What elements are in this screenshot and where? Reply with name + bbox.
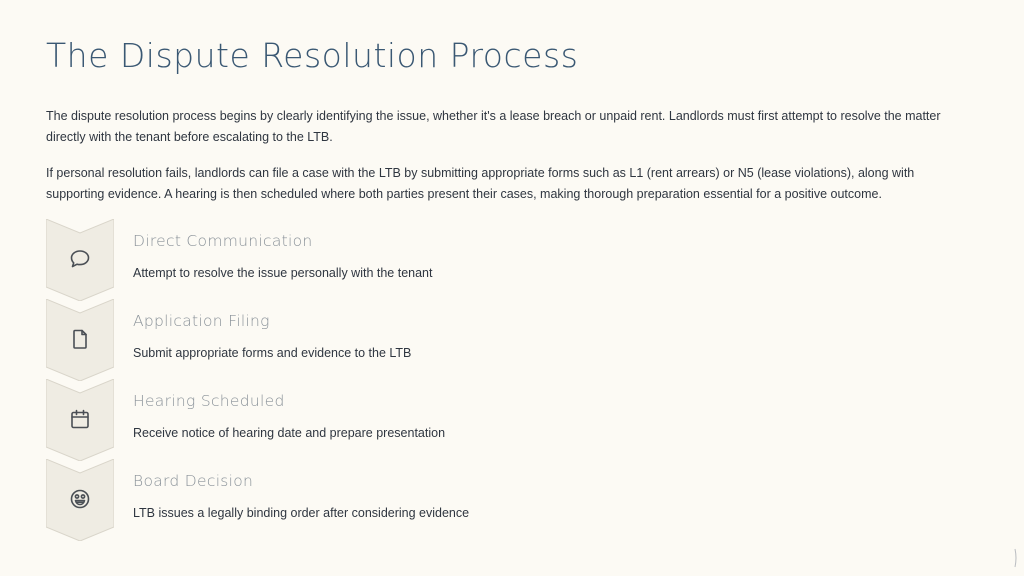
calendar-icon [68,407,92,431]
step-description: Receive notice of hearing date and prepare presentation [133,426,446,440]
step-title: Board Decision [133,472,254,490]
document-icon [68,327,92,351]
step-title: Hearing Scheduled [133,392,285,410]
step-direct-communication [46,219,946,299]
step-title: Direct Communication [133,232,313,250]
step-hearing-scheduled [46,379,946,459]
detail-paragraph: If personal resolution fails, landlords can file a case with the LTB by submitting appropriate forms such as L1 (rent arrears) or N5 (lease violations), along with supporting evidence. A hearing is then scheduled where both parties present their cases, making thorough preparation essential for a positive outcome. [46,166,915,201]
step-board-decision [46,459,946,539]
gavel-face-icon [68,487,92,511]
scroll-edge-mark [1014,548,1018,568]
page-title: The Dispute Resolution Process [46,36,579,75]
chat-bubble-icon [68,247,92,271]
step-application-filing [46,299,946,379]
step-description: Submit appropriate forms and evidence to the LTB [133,346,412,360]
step-description: LTB issues a legally binding order after considering evidence [133,506,470,520]
process-steps [46,219,946,539]
step-title: Application Filing [133,312,270,330]
intro-paragraph: The dispute resolution process begins by clearly identifying the issue, whether it's a lease breach or unpaid rent. Landlords must first attempt to resolve the matter directly with the tenant before escalating to the LTB. [46,109,941,144]
step-description: Attempt to resolve the issue personally with the tenant [133,266,433,280]
